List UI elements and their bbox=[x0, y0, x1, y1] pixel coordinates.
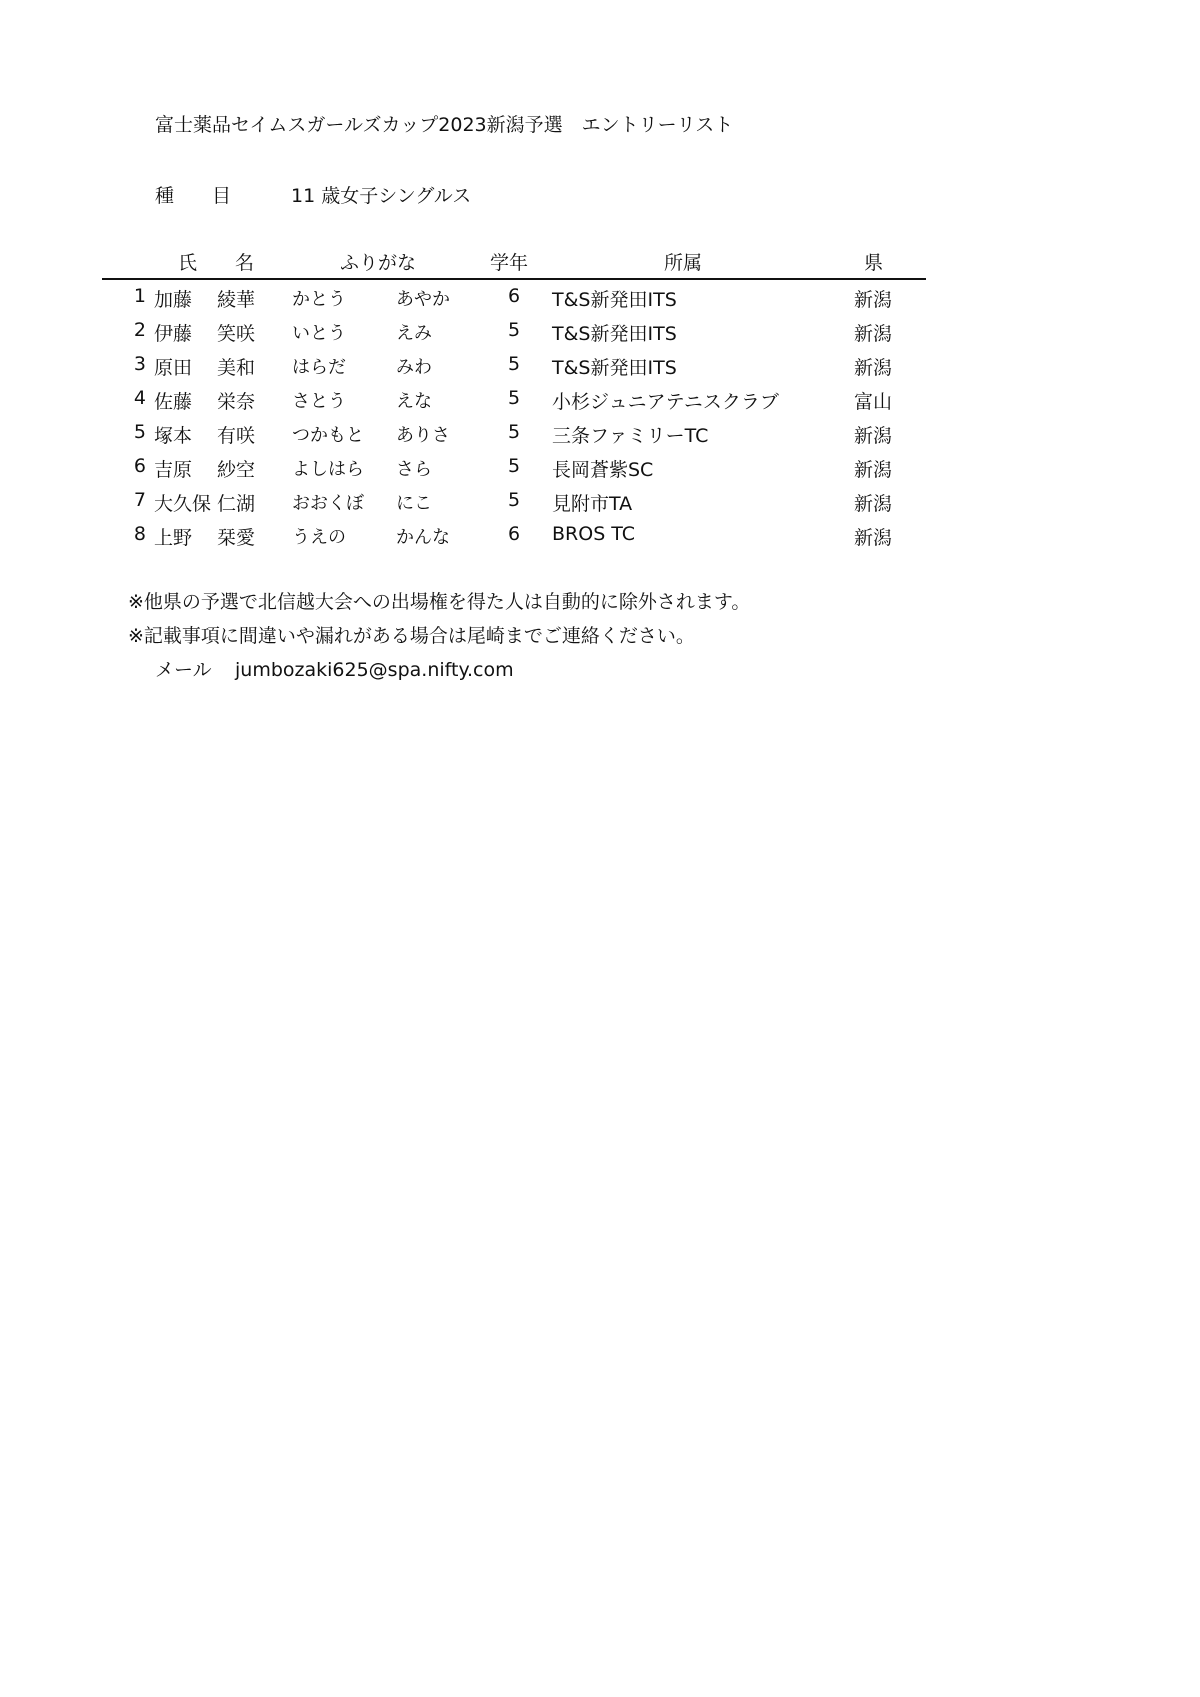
table-row bbox=[102, 518, 926, 552]
table-row bbox=[102, 348, 926, 382]
table-row bbox=[102, 450, 926, 484]
header-pref: 県 bbox=[864, 252, 884, 274]
prefecture: 新潟 bbox=[854, 493, 893, 515]
grade: 5 bbox=[507, 319, 521, 341]
contact-line bbox=[128, 655, 750, 689]
given-name-kana: みわ bbox=[396, 357, 432, 378]
given-name-kana: えな bbox=[396, 391, 432, 412]
family-name: 塚本 bbox=[154, 425, 193, 447]
family-name: 吉原 bbox=[154, 459, 193, 481]
table-row bbox=[102, 280, 926, 314]
family-name: 上野 bbox=[154, 527, 193, 549]
prefecture: 新潟 bbox=[854, 357, 893, 379]
given-name: 栞愛 bbox=[217, 527, 256, 549]
family-name-kana: かとう bbox=[292, 289, 346, 310]
entry-number: 8 bbox=[133, 523, 146, 545]
table-header bbox=[102, 244, 926, 280]
table-row bbox=[102, 382, 926, 416]
given-name: 美和 bbox=[217, 357, 256, 379]
prefecture: 新潟 bbox=[854, 459, 893, 481]
club: 見附市TA bbox=[552, 493, 633, 515]
note-corrections: ※記載事項に間違いや漏れがある場合は尾崎までご連絡ください。 bbox=[128, 625, 695, 647]
entry-number: 4 bbox=[133, 387, 146, 409]
family-name: 原田 bbox=[154, 357, 193, 379]
given-name: 栄奈 bbox=[217, 391, 256, 413]
given-name: 綾華 bbox=[217, 289, 256, 311]
family-name: 佐藤 bbox=[154, 391, 193, 413]
club: T&S新発田ITS bbox=[552, 289, 677, 311]
given-name: 仁湖 bbox=[217, 493, 256, 515]
prefecture: 新潟 bbox=[854, 323, 893, 345]
entry-number: 2 bbox=[133, 319, 146, 341]
family-name-kana: うえの bbox=[292, 527, 346, 548]
given-name-kana: かんな bbox=[396, 527, 450, 548]
family-name: 加藤 bbox=[154, 289, 193, 311]
family-name: 伊藤 bbox=[154, 323, 193, 345]
family-name-kana: つかもと bbox=[292, 425, 364, 446]
event-value: 11 歳女子シングルス bbox=[291, 185, 472, 207]
given-name-kana: あやか bbox=[396, 289, 450, 310]
club: 三条ファミリーTC bbox=[552, 425, 709, 447]
prefecture: 新潟 bbox=[854, 289, 893, 311]
family-name-kana: いとう bbox=[292, 323, 346, 344]
given-name-kana: にこ bbox=[396, 493, 432, 514]
header-name: 氏 名 bbox=[178, 252, 255, 274]
grade: 5 bbox=[507, 421, 521, 443]
note-exclusion: ※他県の予選で北信越大会への出場権を得た人は自動的に除外されます。 bbox=[128, 591, 751, 613]
header-club: 所属 bbox=[664, 252, 703, 274]
given-name: 笑咲 bbox=[217, 323, 256, 345]
grade: 5 bbox=[507, 455, 521, 477]
family-name-kana: よしはら bbox=[292, 459, 364, 480]
document-title: 富士薬品セイムスガールズカップ2023新潟予選 エントリーリスト bbox=[155, 114, 734, 136]
prefecture: 富山 bbox=[854, 391, 893, 413]
contact-email: jumbozaki625@spa.nifty.com bbox=[235, 659, 514, 681]
header-kana: ふりがな bbox=[340, 252, 417, 274]
family-name: 大久保 bbox=[154, 493, 212, 515]
header-grade: 学年 bbox=[490, 252, 529, 274]
family-name-kana: はらだ bbox=[292, 357, 346, 378]
grade: 5 bbox=[507, 353, 521, 375]
club: T&S新発田ITS bbox=[552, 323, 677, 345]
entry-number: 6 bbox=[133, 455, 146, 477]
given-name: 有咲 bbox=[217, 425, 256, 447]
table-row bbox=[102, 484, 926, 518]
club: 小杉ジュニアテニスクラブ bbox=[552, 391, 779, 413]
table-row bbox=[102, 314, 926, 348]
prefecture: 新潟 bbox=[854, 425, 893, 447]
entry-number: 3 bbox=[133, 353, 146, 375]
grade: 5 bbox=[507, 489, 521, 511]
prefecture: 新潟 bbox=[854, 527, 893, 549]
club: 長岡蒼紫SC bbox=[552, 459, 654, 481]
entry-number: 5 bbox=[133, 421, 146, 443]
grade: 6 bbox=[507, 523, 521, 545]
given-name-kana: えみ bbox=[396, 323, 432, 344]
entry-number: 1 bbox=[133, 285, 146, 307]
given-name: 紗空 bbox=[217, 459, 256, 481]
club: BROS TC bbox=[552, 523, 636, 545]
family-name-kana: さとう bbox=[292, 391, 346, 412]
contact-label: メール bbox=[155, 659, 212, 681]
event-label: 種 目 bbox=[155, 185, 232, 207]
entry-table bbox=[102, 244, 926, 552]
given-name-kana: さら bbox=[396, 459, 432, 480]
grade: 6 bbox=[507, 285, 521, 307]
table-row bbox=[102, 416, 926, 450]
club: T&S新発田ITS bbox=[552, 357, 677, 379]
entry-number: 7 bbox=[133, 489, 146, 511]
notes-section bbox=[128, 587, 750, 689]
grade: 5 bbox=[507, 387, 521, 409]
table-body bbox=[102, 280, 926, 552]
family-name-kana: おおくぼ bbox=[292, 493, 364, 514]
given-name-kana: ありさ bbox=[396, 425, 450, 446]
